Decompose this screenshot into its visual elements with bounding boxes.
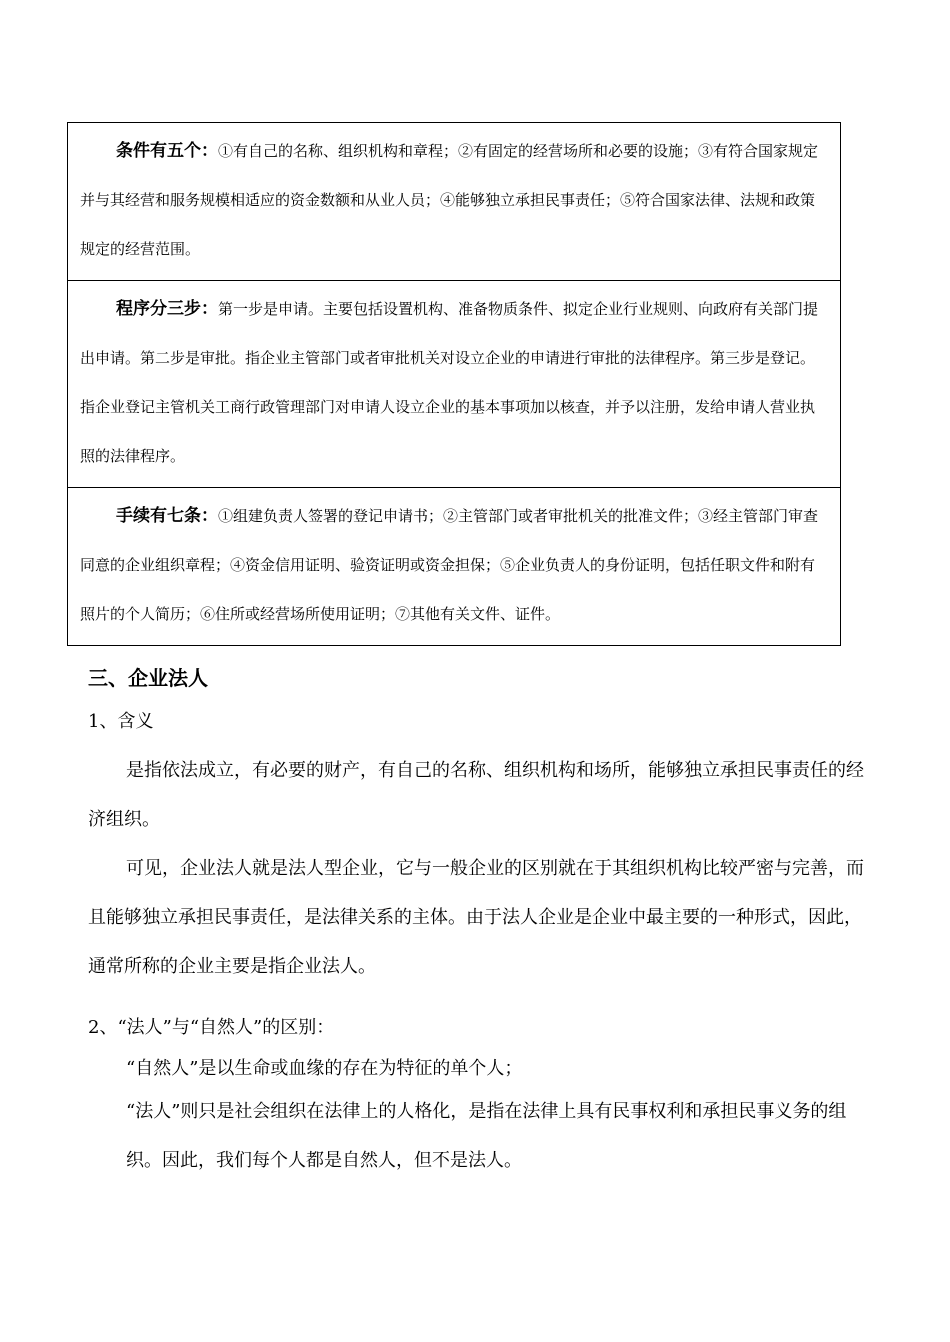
table-row-formalities (68, 487, 840, 645)
meaning-paragraph-2: 可见，企业法人就是法人型企业，它与一般企业的区别就在于其组织机构比较严密与完善，而且能够独立承担民事责任，是法律关系的主体。由于法人企业是企业中最主要的一种形式，因此，通常所称的企业主要是指企业法人。 (88, 858, 864, 977)
row-text-procedure: 第一步是申请。主要包括设置机构、准备物质条件、拟定企业行业规则、向政府有关部门提出申请。第二步是审批。指企业主管部门或者审批机关对设立企业的申请进行审批的法律程序。第三步是登记。指企业登记主管机关工商行政管理部门对申请人设立企业的基本事项加以核查，并予以注册，发给申请人营业执照的法律程序。 (80, 300, 819, 465)
section-enterprise-legal-person (88, 664, 868, 991)
meaning-paragraph-1: 是指依法成立，有必要的财产，有自己的名称、组织机构和场所，能够独立承担民事责任的经济组织。 (88, 760, 864, 830)
legal-person-paragraph: “法人”则只是社会组织在法律上的人格化，是指在法律上具有民事权利和承担民事义务的组织。因此，我们每个人都是自然人，但不是法人。 (126, 1101, 847, 1171)
section-title: 三、企业法人 (88, 666, 208, 690)
natural-person-paragraph: “自然人”是以生命或血缘的存在为特征的单个人； (126, 1058, 523, 1079)
row-lead-formalities: 手续有七条： (116, 506, 218, 526)
table-row-procedure (68, 280, 840, 487)
subsection-heading-meaning: 1、含义 (88, 711, 154, 732)
subsection-heading-distinction: 2、“法人”与“自然人”的区别： (88, 1017, 335, 1038)
section-distinction (88, 1014, 868, 1185)
row-text-conditions: ①有自己的名称、组织机构和章程；②有固定的经营场所和必要的设施；③有符合国家规定并与其经营和服务规模相适应的资金数额和从业人员；④能够独立承担民事责任；⑤符合国家法律、法规和政策规定的经营范围。 (80, 142, 819, 258)
row-text-formalities: ①组建负责人签署的登记申请书；②主管部门或者审批机关的批准文件；③经主管部门审查同意的企业组织章程；④资金信用证明、验资证明或资金担保；⑤企业负责人的身份证明，包括任职文件和附有照片的个人简历；⑥住所或经营场所使用证明；⑦其他有关文件、证件。 (80, 507, 819, 623)
requirements-table (67, 122, 841, 646)
row-lead-procedure: 程序分三步： (116, 299, 218, 319)
row-lead-conditions: 条件有五个： (116, 141, 218, 161)
table-row-conditions (68, 123, 840, 280)
